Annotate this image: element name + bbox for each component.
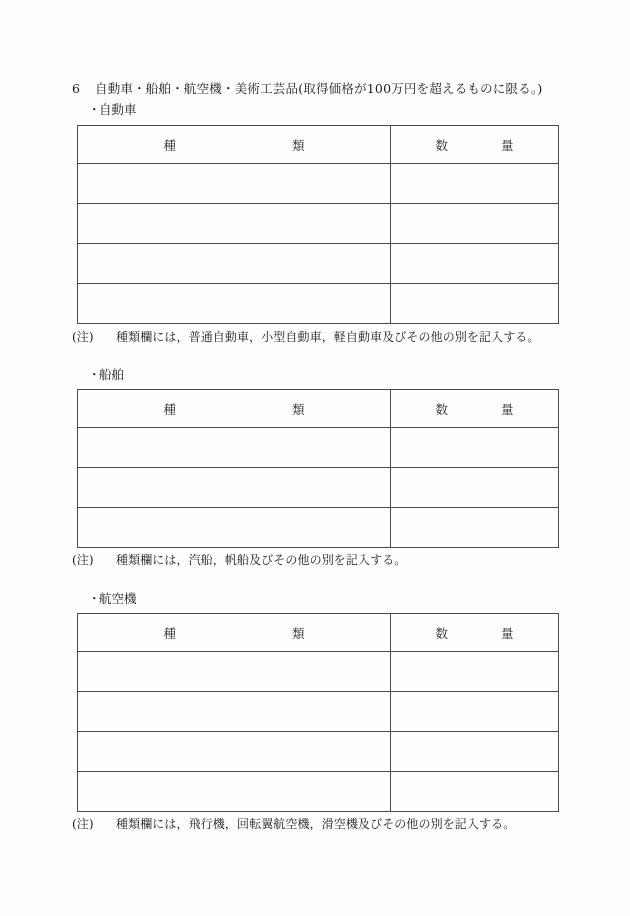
header-kind-char-2: 類 — [292, 137, 305, 153]
cell-kind-input[interactable] — [78, 772, 391, 812]
section-label-text: 自動車 — [99, 102, 137, 117]
cell-quantity-input[interactable] — [391, 428, 559, 468]
header-qty-char-1: 数 — [435, 625, 448, 641]
bullet-icon: ・ — [88, 102, 101, 117]
section-label-text: 船舶 — [99, 367, 125, 382]
cell-kind-input[interactable] — [78, 508, 391, 548]
cell-quantity-input[interactable] — [391, 164, 559, 204]
section-label-text: 航空機 — [99, 591, 137, 606]
column-header-kind — [78, 614, 391, 652]
cell-kind-input[interactable] — [78, 428, 391, 468]
heading-text: 自動車・船舶・航空機・美術工芸品(取得価格が100万円を超えるものに限る。) — [95, 81, 543, 96]
cell-quantity-input[interactable] — [391, 244, 559, 284]
table-note — [72, 816, 515, 832]
column-header-quantity — [391, 614, 559, 652]
cell-quantity-input[interactable] — [391, 692, 559, 732]
table-note — [72, 552, 406, 568]
table-row — [78, 732, 559, 772]
cell-quantity-input[interactable] — [391, 204, 559, 244]
table-row — [78, 284, 559, 324]
note-text: 種類欄には，汽船，帆船及びその他の別を記入する。 — [116, 553, 407, 567]
note-tag: (注) — [72, 553, 94, 567]
column-header-quantity — [391, 126, 559, 164]
header-kind-char-1: 種 — [163, 625, 176, 641]
cell-quantity-input[interactable] — [391, 508, 559, 548]
bullet-icon: ・ — [88, 591, 101, 606]
header-qty-char-1: 数 — [435, 137, 448, 153]
table-row — [78, 772, 559, 812]
note-tag: (注) — [72, 817, 94, 831]
section-label — [88, 102, 137, 118]
column-header-quantity — [391, 390, 559, 428]
cell-quantity-input[interactable] — [391, 772, 559, 812]
table-row — [78, 244, 559, 284]
note-tag: (注) — [72, 330, 94, 344]
note-text: 種類欄には，普通自動車，小型自動車，軽自動車及びその他の別を記入する。 — [116, 330, 540, 344]
header-qty-char-1: 数 — [435, 401, 448, 417]
header-qty-char-2: 量 — [501, 137, 514, 153]
column-header-kind — [78, 390, 391, 428]
header-kind-char-1: 種 — [163, 401, 176, 417]
table-row — [78, 468, 559, 508]
section-label — [88, 367, 124, 383]
asset-table — [77, 389, 559, 548]
table-header-row — [78, 390, 559, 428]
cell-quantity-input[interactable] — [391, 732, 559, 772]
cell-kind-input[interactable] — [78, 244, 391, 284]
section-label — [88, 591, 137, 607]
cell-quantity-input[interactable] — [391, 284, 559, 324]
table-row — [78, 204, 559, 244]
header-qty-char-2: 量 — [501, 625, 514, 641]
header-kind-char-1: 種 — [163, 137, 176, 153]
cell-kind-input[interactable] — [78, 468, 391, 508]
table-row — [78, 652, 559, 692]
asset-table — [77, 125, 559, 324]
cell-kind-input[interactable] — [78, 204, 391, 244]
header-kind-char-2: 類 — [292, 625, 305, 641]
table-row — [78, 508, 559, 548]
cell-kind-input[interactable] — [78, 652, 391, 692]
cell-kind-input[interactable] — [78, 692, 391, 732]
header-kind-char-2: 類 — [292, 401, 305, 417]
table-row — [78, 164, 559, 204]
cell-quantity-input[interactable] — [391, 468, 559, 508]
table-header-row — [78, 126, 559, 164]
asset-table — [77, 613, 559, 812]
header-qty-char-2: 量 — [501, 401, 514, 417]
page-title — [72, 80, 542, 98]
table-row — [78, 428, 559, 468]
table-header-row — [78, 614, 559, 652]
cell-kind-input[interactable] — [78, 284, 391, 324]
note-text: 種類欄には，飛行機，回転翼航空機，滑空機及びその他の別を記入する。 — [116, 817, 516, 831]
cell-quantity-input[interactable] — [391, 652, 559, 692]
heading-number: 6 — [72, 81, 81, 96]
cell-kind-input[interactable] — [78, 164, 391, 204]
table-row — [78, 692, 559, 732]
cell-kind-input[interactable] — [78, 732, 391, 772]
table-note — [72, 329, 540, 345]
column-header-kind — [78, 126, 391, 164]
bullet-icon: ・ — [88, 367, 101, 382]
